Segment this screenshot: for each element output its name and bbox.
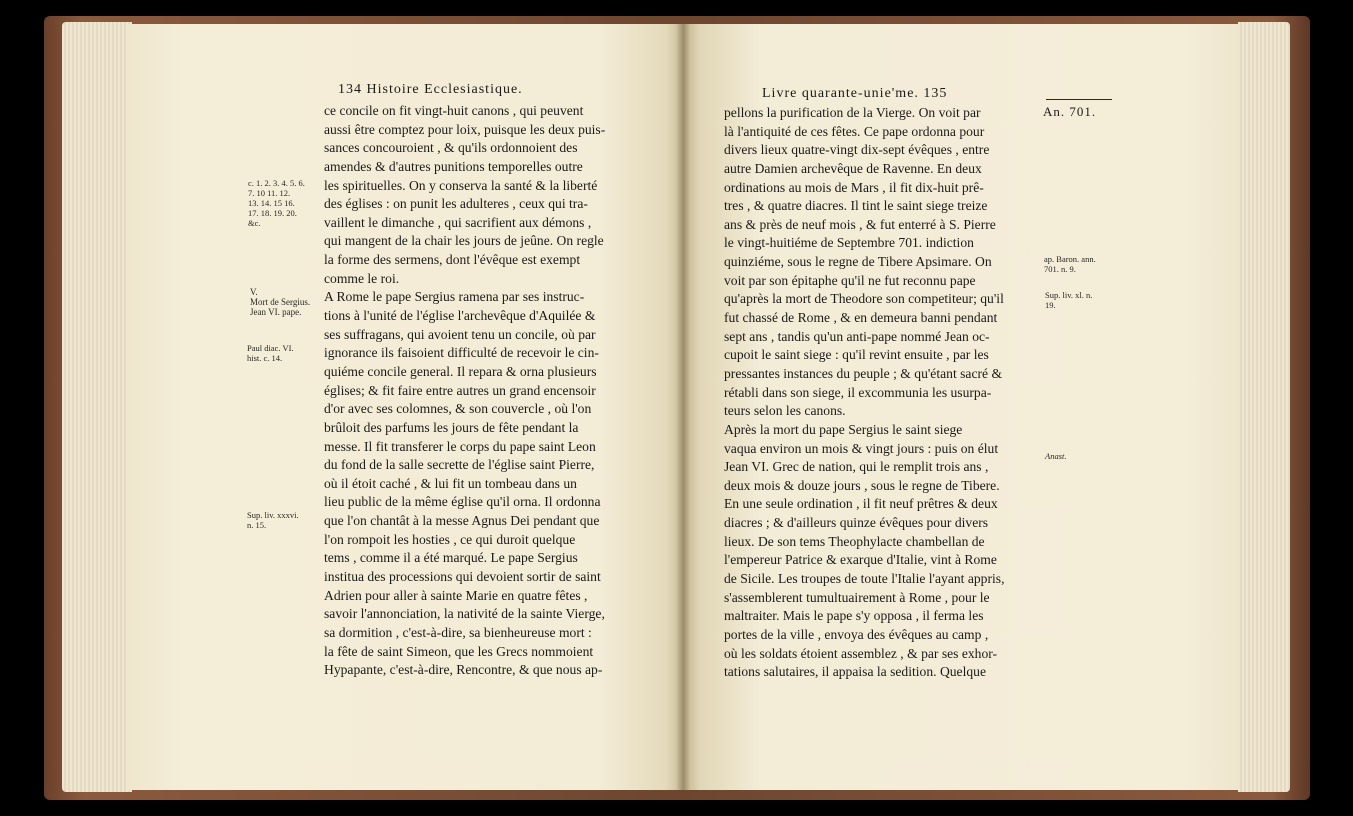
left-running-head: 134 Histoire Ecclesiastique. [338, 82, 523, 97]
text-line: rétabli dans son siege, il excommunia les usurpa- [724, 384, 992, 400]
text-line: voit par son épitaphe qu'il ne fut reconnu pape [724, 272, 976, 288]
text-line: sept ans , tandis qu'un anti-pape nommé Jean oc- [724, 328, 990, 344]
margin-line: V. [250, 287, 258, 297]
text-line: tions à l'unité de l'église l'archevêque d'Aquilée & [324, 308, 596, 324]
text-line: lieu public de la même église qu'il orna. Il ordonna [324, 494, 601, 510]
left-body-text [324, 102, 662, 680]
text-line: l'empereur Patrice & exarque d'Italie, vint à Rome [724, 552, 997, 568]
margin-line: hist. c. 14. [247, 353, 283, 363]
text-line: divers lieux quatre-vingt dix-sept évêques , entre [724, 142, 990, 158]
text-line: deux mois & douze jours , sous le regne de Tibere. [724, 477, 1000, 493]
margin-line: n. 15. [247, 520, 267, 530]
text-line: maltraiter. Mais le pape s'y opposa , il ferma les [724, 608, 984, 624]
text-line: où les soldats étoient assemblez , & par ses exhor- [724, 645, 998, 661]
text-line: la forme des sermens, dont l'évêque est exempt [324, 252, 581, 268]
text-line: la fête de saint Simeon, que les Grecs nommoient [324, 643, 594, 659]
text-line: sa dormition , c'est-à-dire, sa bienheureuse mort : [324, 624, 592, 640]
text-line: ignorance ils faisoient difficulté de recevoir le cin- [324, 345, 599, 361]
margin-note-baron [1044, 254, 1096, 274]
right-running-head: Livre quarante-unie'me. 135 [762, 86, 948, 101]
text-line: ce concile on fit vingt-huit canons , qui peuvent [324, 103, 584, 118]
right-body-text [724, 104, 1042, 682]
text-line: Adrien pour aller à sainte Marie en quatre fêtes , [324, 587, 588, 603]
year-note: An. 701. [1043, 104, 1097, 119]
margin-line: &c. [248, 218, 261, 228]
margin-line: 13. 14. 15 16. [248, 198, 295, 208]
text-line: ans & près de neuf mois , & fut enterré à S. Pierre [724, 216, 996, 232]
header-rule [1046, 99, 1112, 100]
text-line: lieux. De son tems Theophylacte chambellan de [724, 533, 985, 549]
text-line: pressantes instances du peuple ; & qu'étant sacré & [724, 365, 1003, 381]
text-line: amendes & d'autres punitions temporelles outre [324, 158, 583, 174]
text-line: comme le roi. [324, 270, 400, 286]
text-line: messe. Il fit transferer le corps du pape saint Leon [324, 438, 596, 454]
text-line: institua des processions qui devoient sortir de saint [324, 569, 601, 585]
page-edges-right [1238, 22, 1290, 792]
margin-note-section [250, 287, 310, 317]
text-line: pellons la purification de la Vierge. On voit par [724, 105, 981, 120]
page-edges-left [62, 22, 132, 792]
text-line: les spirituelles. On y conserva la santé & la liberté [324, 177, 598, 193]
margin-note-anast [1045, 451, 1067, 461]
text-line: où il étoit caché , & lui fit un tombeau dans un [324, 475, 577, 491]
margin-line: Paul diac. VI. [247, 343, 294, 353]
text-line: quiéme concile general. Il repara & orna plusieurs [324, 363, 597, 379]
text-line: Après la mort du pape Sergius le saint siege [724, 421, 963, 437]
text-line: Hypapante, c'est-à-dire, Rencontre, & que nous ap- [324, 662, 603, 678]
text-line: brûloit des parfums les jours de fête pendant la [324, 419, 579, 435]
text-line: églises; & fit faire entre autres un grand encensoir [324, 382, 596, 398]
book-gutter [676, 24, 690, 790]
margin-line: Sup. liv. xl. n. [1045, 290, 1093, 300]
text-line: ses suffragans, qui avoient tenu un concile, où par [324, 326, 596, 342]
text-line: là l'antiquité de ces fêtes. Ce pape ordonna pour [724, 123, 985, 139]
margin-note-canons [248, 178, 305, 228]
text-line: tations salutaires, il appaisa la sedition. Quelque [724, 664, 986, 680]
margin-line: Anast. [1045, 451, 1067, 461]
margin-line: 19. [1045, 300, 1056, 310]
margin-line: 7. 10 11. 12. [248, 188, 291, 198]
text-line: Jean VI. Grec de nation, qui le remplit trois ans , [724, 459, 989, 475]
margin-line: 701. n. 9. [1044, 264, 1076, 274]
text-line: savoir l'annonciation, la nativité de la sainte Vierge, [324, 606, 605, 622]
text-line: que l'on chantât à la messe Agnus Dei pendant que [324, 513, 600, 529]
margin-line: Sup. liv. xxxvi. [247, 510, 299, 520]
text-line: En une seule ordination , il fit neuf prêtres & deux [724, 496, 998, 512]
text-line: fut chassé de Rome , & en demeura banni pendant [724, 310, 998, 326]
margin-note-sup-left [247, 510, 299, 530]
margin-line: Mort de Sergius. [250, 297, 311, 307]
text-line: portes de la ville , envoya des évêques au camp , [724, 626, 989, 642]
text-line: de Sicile. Les troupes de toute l'Italie l'ayant appris, [724, 571, 1005, 587]
margin-note-sup-right [1045, 290, 1092, 310]
text-line: le vingt-huitiéme de Septembre 701. indiction [724, 235, 974, 251]
margin-line: Jean VI. pape. [250, 307, 302, 317]
text-line: quinziéme, sous le regne de Tibere Apsimare. On [724, 254, 992, 270]
margin-note-paul-diac [247, 343, 294, 363]
text-line: vaillent le dimanche , qui sacrifient aux démons , [324, 214, 592, 230]
text-line: diacres ; & d'ailleurs quinze évêques pour divers [724, 515, 989, 531]
text-line: d'or avec ses colomnes, & son couvercle , où l'on [324, 401, 592, 417]
text-line: des églises : on punit les adulteres , ceux qui tra- [324, 196, 588, 212]
text-line: tems , comme il a été marqué. Le pape Sergius [324, 550, 578, 566]
text-line: qui mangent de la chair les jours de jeûne. On regle [324, 233, 604, 249]
text-line: cupoit le saint siege : qu'il revint ensuite , par les [724, 347, 989, 363]
text-line: aussi être comptez pour loix, puisque les deux puis- [324, 121, 606, 137]
text-line: tres , & quatre diacres. Il tint le saint siege treize [724, 198, 988, 214]
text-line: A Rome le pape Sergius ramena par ses instruc- [324, 289, 585, 305]
margin-line: 17. 18. 19. 20. [248, 208, 297, 218]
text-line: qu'après la mort de Theodore son competiteur; qu'il [724, 291, 1004, 307]
text-line: sances concouroient , & qu'ils ordonnoient des [324, 140, 578, 156]
text-line: du fond de la salle secrette de l'église saint Pierre, [324, 457, 595, 473]
text-line: l'on rompoit les hosties , ce qui duroit quelque [324, 531, 576, 547]
text-line: autre Damien archevêque de Ravenne. En deux [724, 160, 982, 176]
text-line: teurs selon les canons. [724, 403, 846, 419]
text-line: s'assemblerent tumultuairement à Rome , pour le [724, 589, 990, 605]
text-line: ordinations au mois de Mars , il fit dix-huit prê- [724, 179, 984, 195]
text-line: vaqua environ un mois & vingt jours : puis on élut [724, 440, 999, 456]
margin-line: c. 1. 2. 3. 4. 5. 6. [248, 178, 305, 188]
margin-line: ap. Baron. ann. [1044, 254, 1096, 264]
